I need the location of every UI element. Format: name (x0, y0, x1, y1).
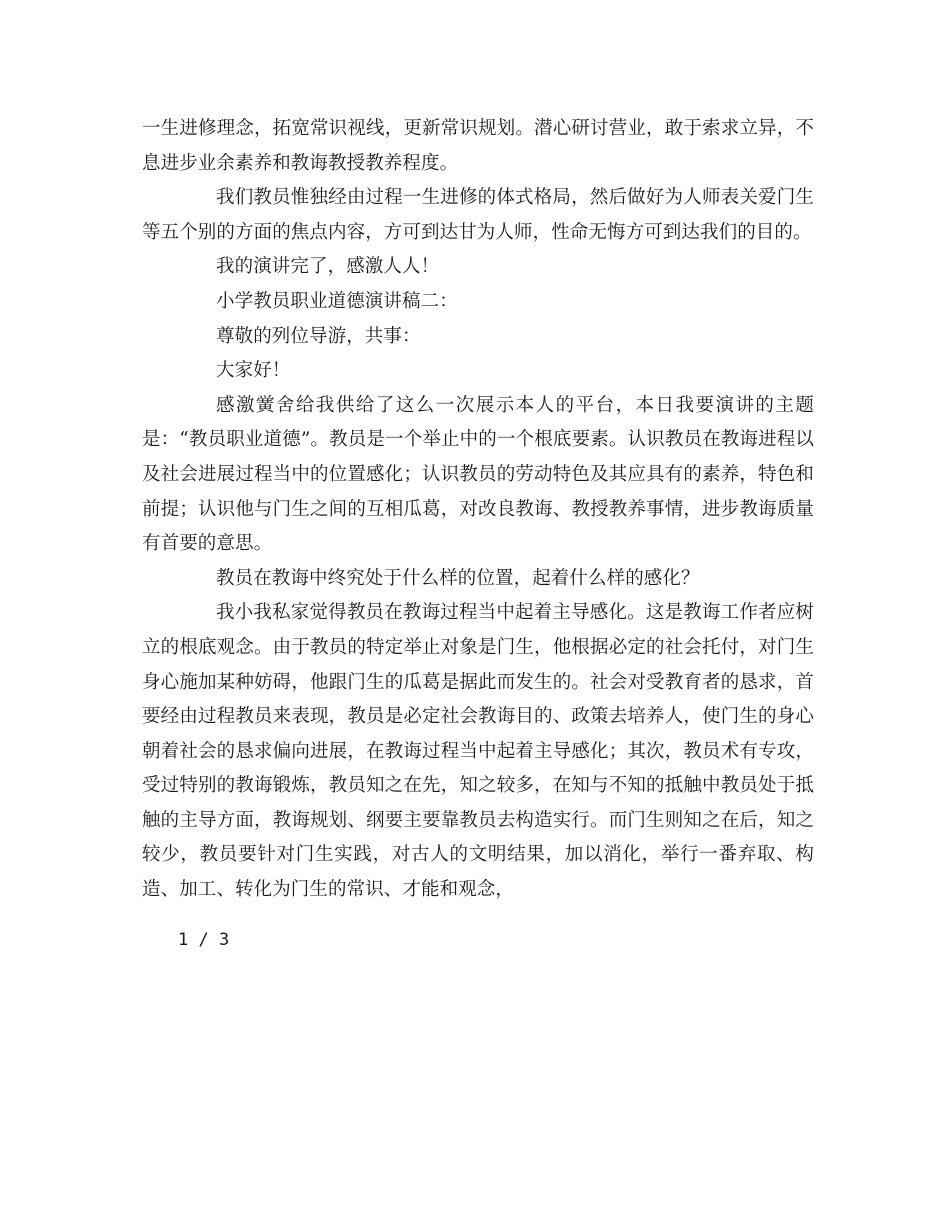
paragraph-7: 感激黉舍给我供给了这么一次展示本人的平台，本日我要演讲的主题是：“教员职业道德”。教员是一个举止中的一个根底要素。认识教员在教诲进程以及社会进展过程当中的位置感化；认识教员的劳动特色及其应具有的素养，特色和前提；认识他与门生之间的互相瓜葛，对改良教诲、教授教养事情，进步教诲质量有首要的意思。 (142, 394, 814, 555)
paragraph-3: 我的演讲完了，感激人人！ (216, 256, 440, 278)
paragraph-5-salutation: 尊敬的列位导游，共事： (216, 325, 421, 347)
paragraph-6-greeting: 大家好！ (216, 360, 291, 382)
document-body (142, 112, 814, 908)
paragraph-4-heading: 小学教员职业道德演讲稿二： (216, 290, 458, 312)
paragraph-2: 我们教员惟独经由过程一生进修的体式格局，然后做好为人师表关爱门生等五个别的方面的焦点内容，方可到达甘为人师，性命无悔方可到达我们的目的。 (142, 187, 814, 243)
page-number: 1 / 3 (178, 930, 230, 950)
paragraph-1: 一生进修理念，拓宽常识视线，更新常识规划。潜心研讨营业，敢于索求立异，不息进步业余素养和教诲教授教养程度。 (142, 118, 814, 174)
paragraph-8-question: 教员在教诲中终究处于什么样的位置，起着什么样的感化？ (216, 567, 700, 589)
paragraph-9: 我小我私家觉得教员在教诲过程当中起着主导感化。这是教诲工作者应树立的根底观念。由于教员的特定举止对象是门生，他根据必定的社会托付，对门生身心施加某种妨碍，他跟门生的瓜葛是据此而发生的。社会对受教育者的恳求，首要经由过程教员来表现，教员是必定社会教诲目的、政策去培养人，使门生的身心朝着社会的恳求偏向进展，在教诲过程当中起着主导感化；其次，教员术有专攻，受过特别的教诲锻炼，教员知之在先，知之较多，在知与不知的抵触中教员处于抵触的主导方面，教诲规划、纲要主要靠教员去构造实行。而门生则知之在后，知之较少，教员要针对门生实践，对古人的文明结果，加以消化，举行一番弃取、构造、加工、转化为门生的常识、才能和观念， (142, 602, 814, 901)
